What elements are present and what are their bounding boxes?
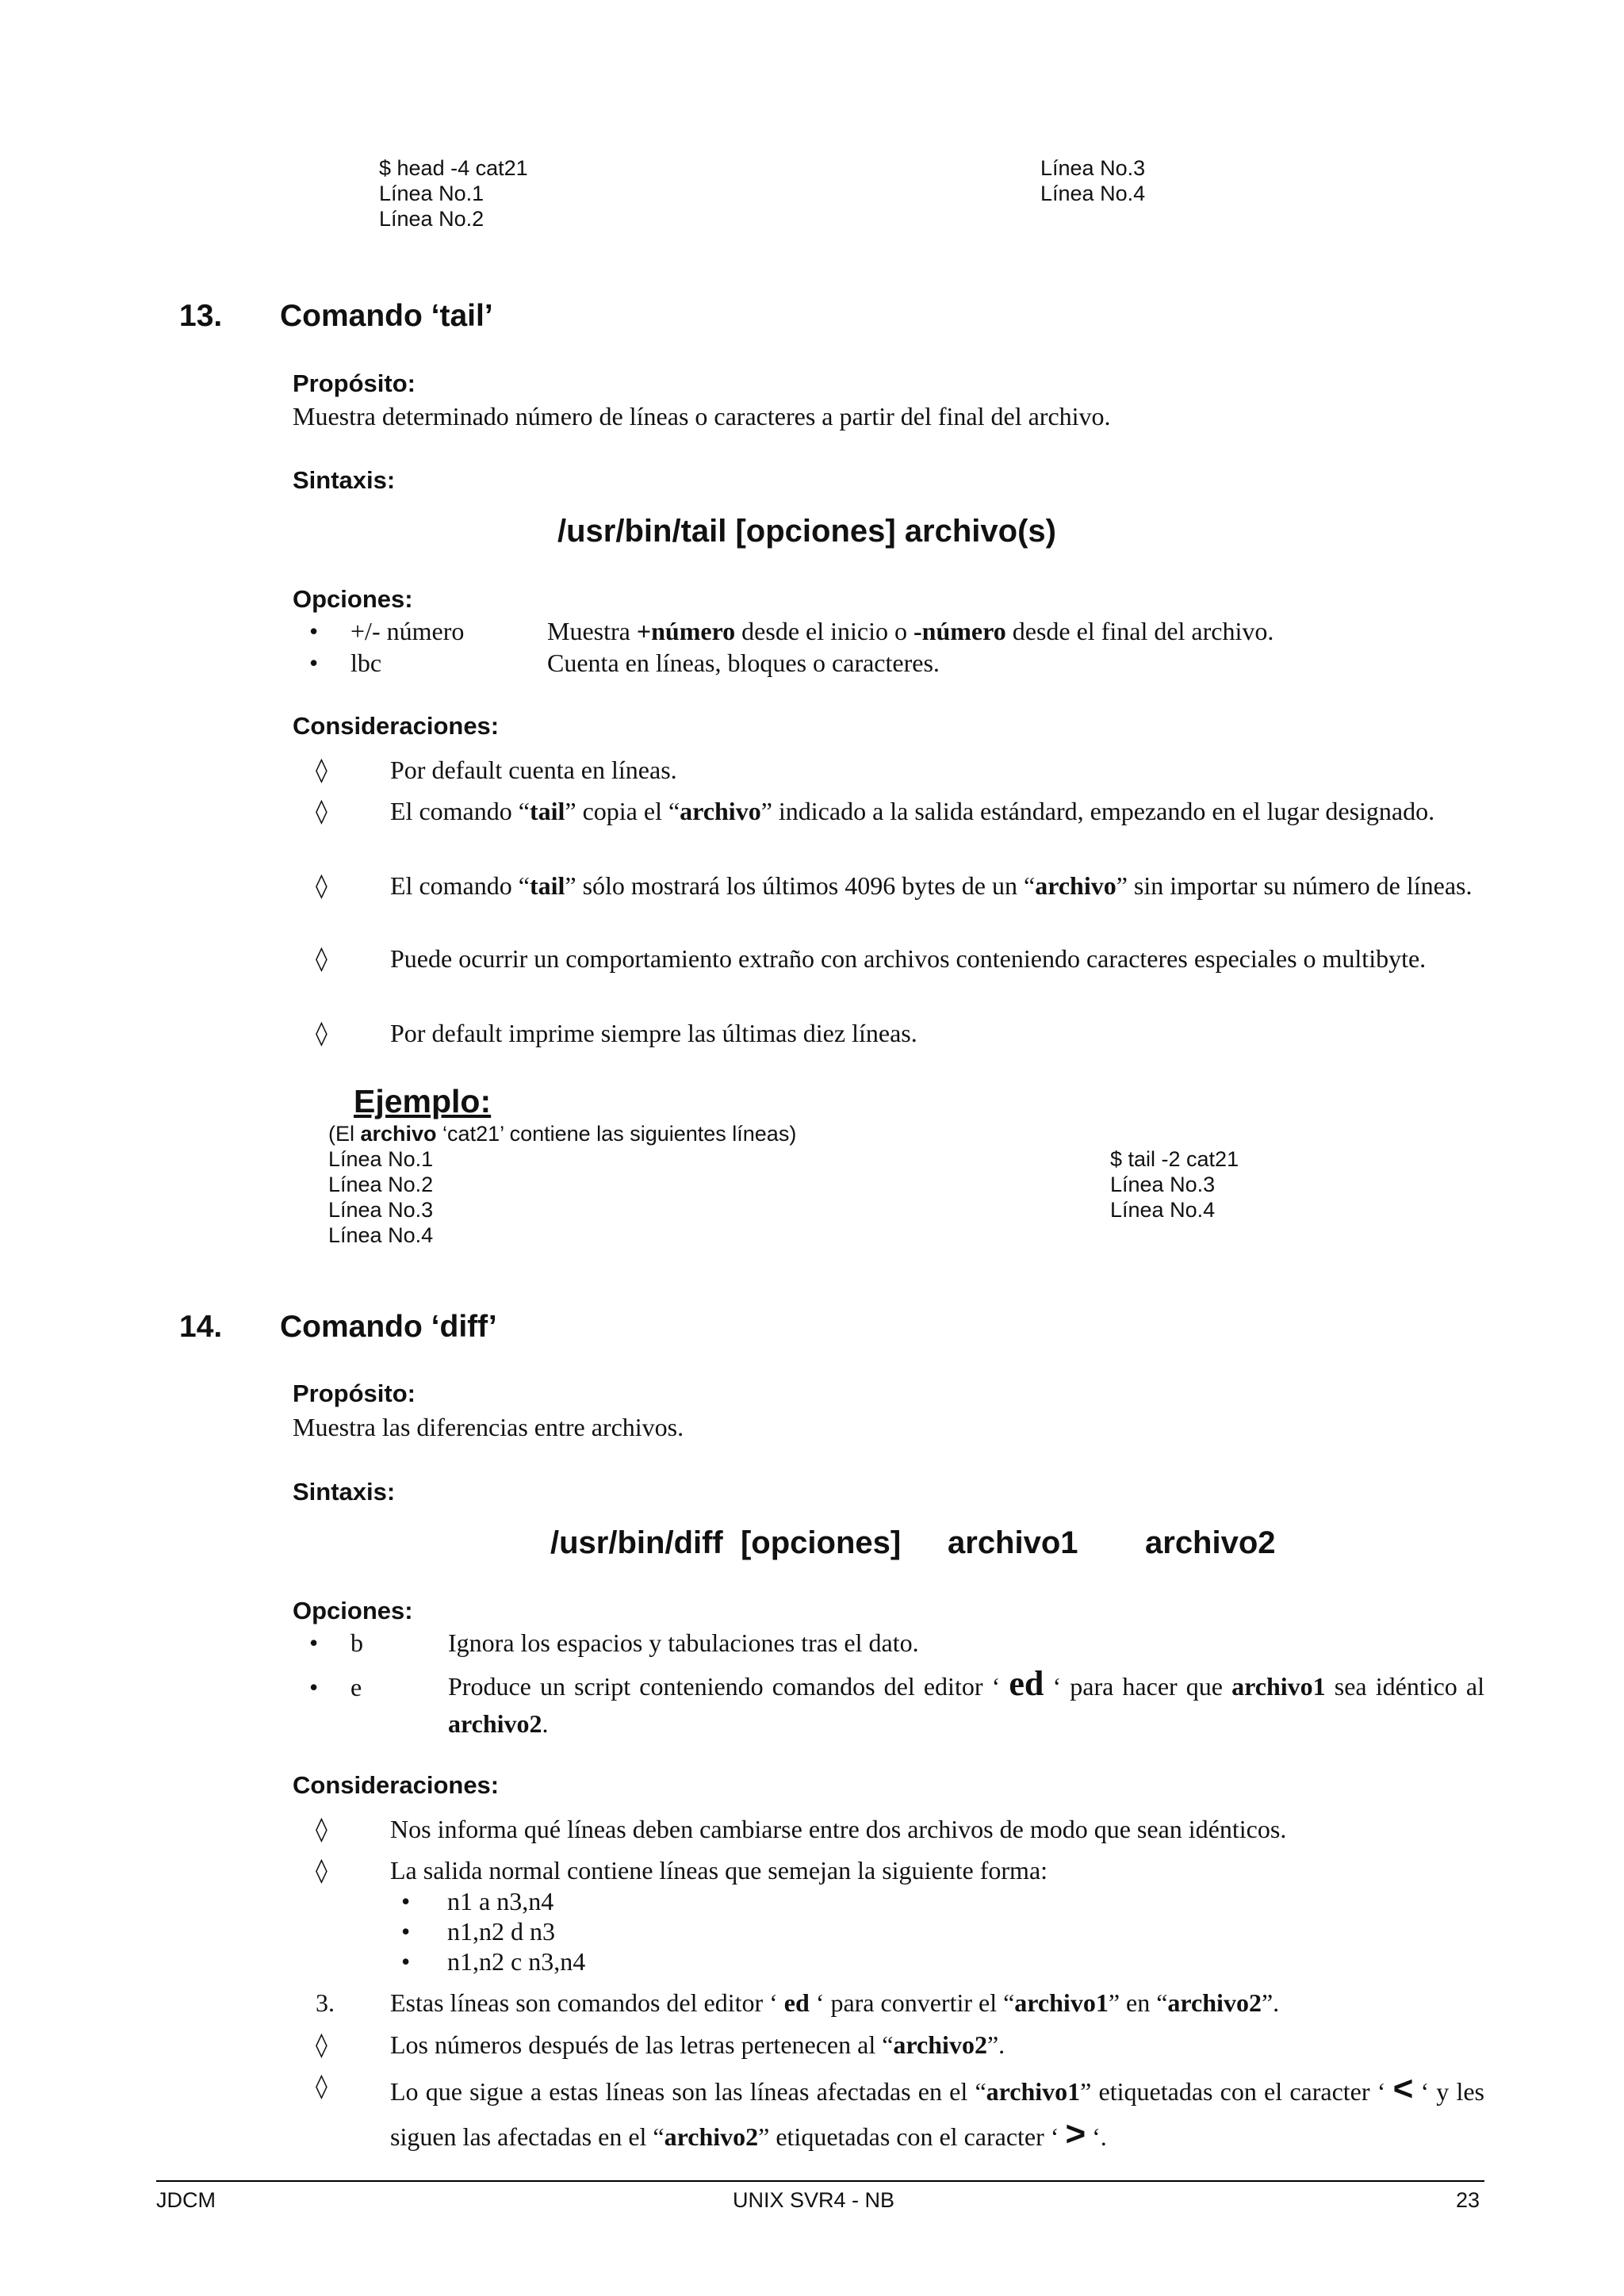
bullet: • <box>309 617 319 645</box>
diamond-bullet: ◊ <box>316 1020 327 1047</box>
syntax-arg: archivo1 <box>948 1525 1078 1560</box>
diamond-bullet: ◊ <box>316 2072 327 2100</box>
consideration-item: La salida normal contiene líneas que semejan la siguiente forma: <box>390 1856 1048 1885</box>
example-heading: Ejemplo: <box>354 1083 492 1119</box>
form-line: n1,n2 d n3 <box>447 1917 555 1946</box>
code-line: Línea No.2 <box>328 1173 434 1196</box>
section-title: Comando ‘diff’ <box>280 1310 497 1344</box>
consideration-item: El comando “tail” sólo mostrará los últimos 4096 bytes de un “archivo” sin importar su número de líneas. <box>390 871 1473 900</box>
code-line: Línea No.1 <box>379 182 485 205</box>
code-line: Línea No.2 <box>379 207 485 231</box>
consideration-item: El comando “tail” copia el “archivo” indicado a la salida estándard, empezando en el lugar designado. <box>390 797 1435 825</box>
code-line: $ head -4 cat21 <box>379 156 528 180</box>
diamond-bullet: ◊ <box>316 872 327 900</box>
syntax-line: /usr/bin/tail [opciones] archivo(s) <box>557 514 1056 549</box>
bullet: • <box>401 1887 411 1915</box>
option-name: lbc <box>350 649 382 677</box>
code-line: Línea No.4 <box>328 1223 434 1247</box>
option-desc: Muestra +número desde el inicio o -número desde el final del archivo. <box>547 617 1274 645</box>
diamond-bullet: ◊ <box>316 1857 327 1885</box>
form-line: n1,n2 c n3,n4 <box>447 1947 586 1976</box>
purpose-text: Muestra determinado número de líneas o caracteres a partir del final del archivo. <box>293 402 1111 430</box>
syntax-arg: archivo2 <box>1145 1525 1276 1560</box>
syntax-label: Sintaxis: <box>293 1478 396 1506</box>
diamond-bullet: ◊ <box>316 756 327 784</box>
purpose-text: Muestra las diferencias entre archivos. <box>293 1413 684 1441</box>
bullet: • <box>309 1628 319 1657</box>
code-line: Línea No.1 <box>328 1147 434 1171</box>
code-line: Línea No.3 <box>328 1198 434 1222</box>
options-label: Opciones: <box>293 585 413 613</box>
diamond-bullet: ◊ <box>316 1816 327 1843</box>
bullet: • <box>309 1673 319 1701</box>
consideration-item: Los números después de las letras pertenecen al “archivo2”. <box>390 2030 1005 2059</box>
consideration-item: Por default cuenta en líneas. <box>390 756 677 784</box>
diamond-bullet: ◊ <box>316 2031 327 2059</box>
consideration-item: Puede ocurrir un comportamiento extraño con archivos conteniendo caracteres especiales o multibyte. <box>390 944 1427 973</box>
option-name: +/- número <box>350 617 465 645</box>
diamond-bullet: ◊ <box>316 798 327 825</box>
option-desc: Ignora los espacios y tabulaciones tras el dato. <box>448 1628 919 1657</box>
consideration-item: Nos informa qué líneas deben cambiarse entre dos archivos de modo que sean idénticos. <box>390 1815 1287 1843</box>
example-note: (El archivo ‘cat21’ contiene las siguientes líneas) <box>328 1122 797 1146</box>
diamond-bullet: ◊ <box>316 945 327 973</box>
item-number: 3. <box>316 1988 335 2017</box>
footer-left: JDCM <box>156 2188 216 2212</box>
considerations-label: Consideraciones: <box>293 712 500 740</box>
option-name: e <box>350 1673 362 1701</box>
consideration-item: Lo que sigue a estas líneas son las líneas afectadas en el “archivo1” etiquetadas con el caracter ‘ < ‘ y les siguen las afectadas en el “archivo2” etiquetadas con el caracter ‘ > ‘. <box>390 2069 1485 2153</box>
option-desc: Produce un script conteniendo comandos del editor ‘ ed ‘ para hacer que archivo1 sea idéntico al archivo2. <box>448 1664 1485 1738</box>
code-line: Línea No.4 <box>1040 182 1146 205</box>
syntax-command: /usr/bin/diff [opciones] <box>550 1525 902 1560</box>
purpose-label: Propósito: <box>293 1380 416 1407</box>
code-line: Línea No.4 <box>1110 1198 1216 1222</box>
code-line: Línea No.3 <box>1040 156 1146 180</box>
footer-center: UNIX SVR4 - NB <box>733 2188 895 2212</box>
page-number: 23 <box>1456 2188 1480 2212</box>
considerations-label: Consideraciones: <box>293 1771 500 1799</box>
option-desc: Cuenta en líneas, bloques o caracteres. <box>547 649 940 677</box>
consideration-item: Estas líneas son comandos del editor ‘ ed ‘ para convertir el “archivo1” en “archivo2”. <box>390 1988 1280 2017</box>
syntax-label: Sintaxis: <box>293 466 396 494</box>
purpose-label: Propósito: <box>293 369 416 397</box>
consideration-item: Por default imprime siempre las últimas diez líneas. <box>390 1019 917 1047</box>
form-line: n1 a n3,n4 <box>447 1887 554 1915</box>
bullet: • <box>309 649 319 677</box>
bullet: • <box>401 1947 411 1976</box>
bullet: • <box>401 1917 411 1946</box>
section-number: 14. <box>179 1310 223 1344</box>
options-label: Opciones: <box>293 1597 413 1624</box>
code-line: Línea No.3 <box>1110 1173 1216 1196</box>
code-line: $ tail -2 cat21 <box>1110 1147 1239 1171</box>
section-title: Comando ‘tail’ <box>280 299 493 333</box>
footer-rule <box>156 2180 1484 2182</box>
section-number: 13. <box>179 299 223 333</box>
option-name: b <box>350 1628 363 1657</box>
